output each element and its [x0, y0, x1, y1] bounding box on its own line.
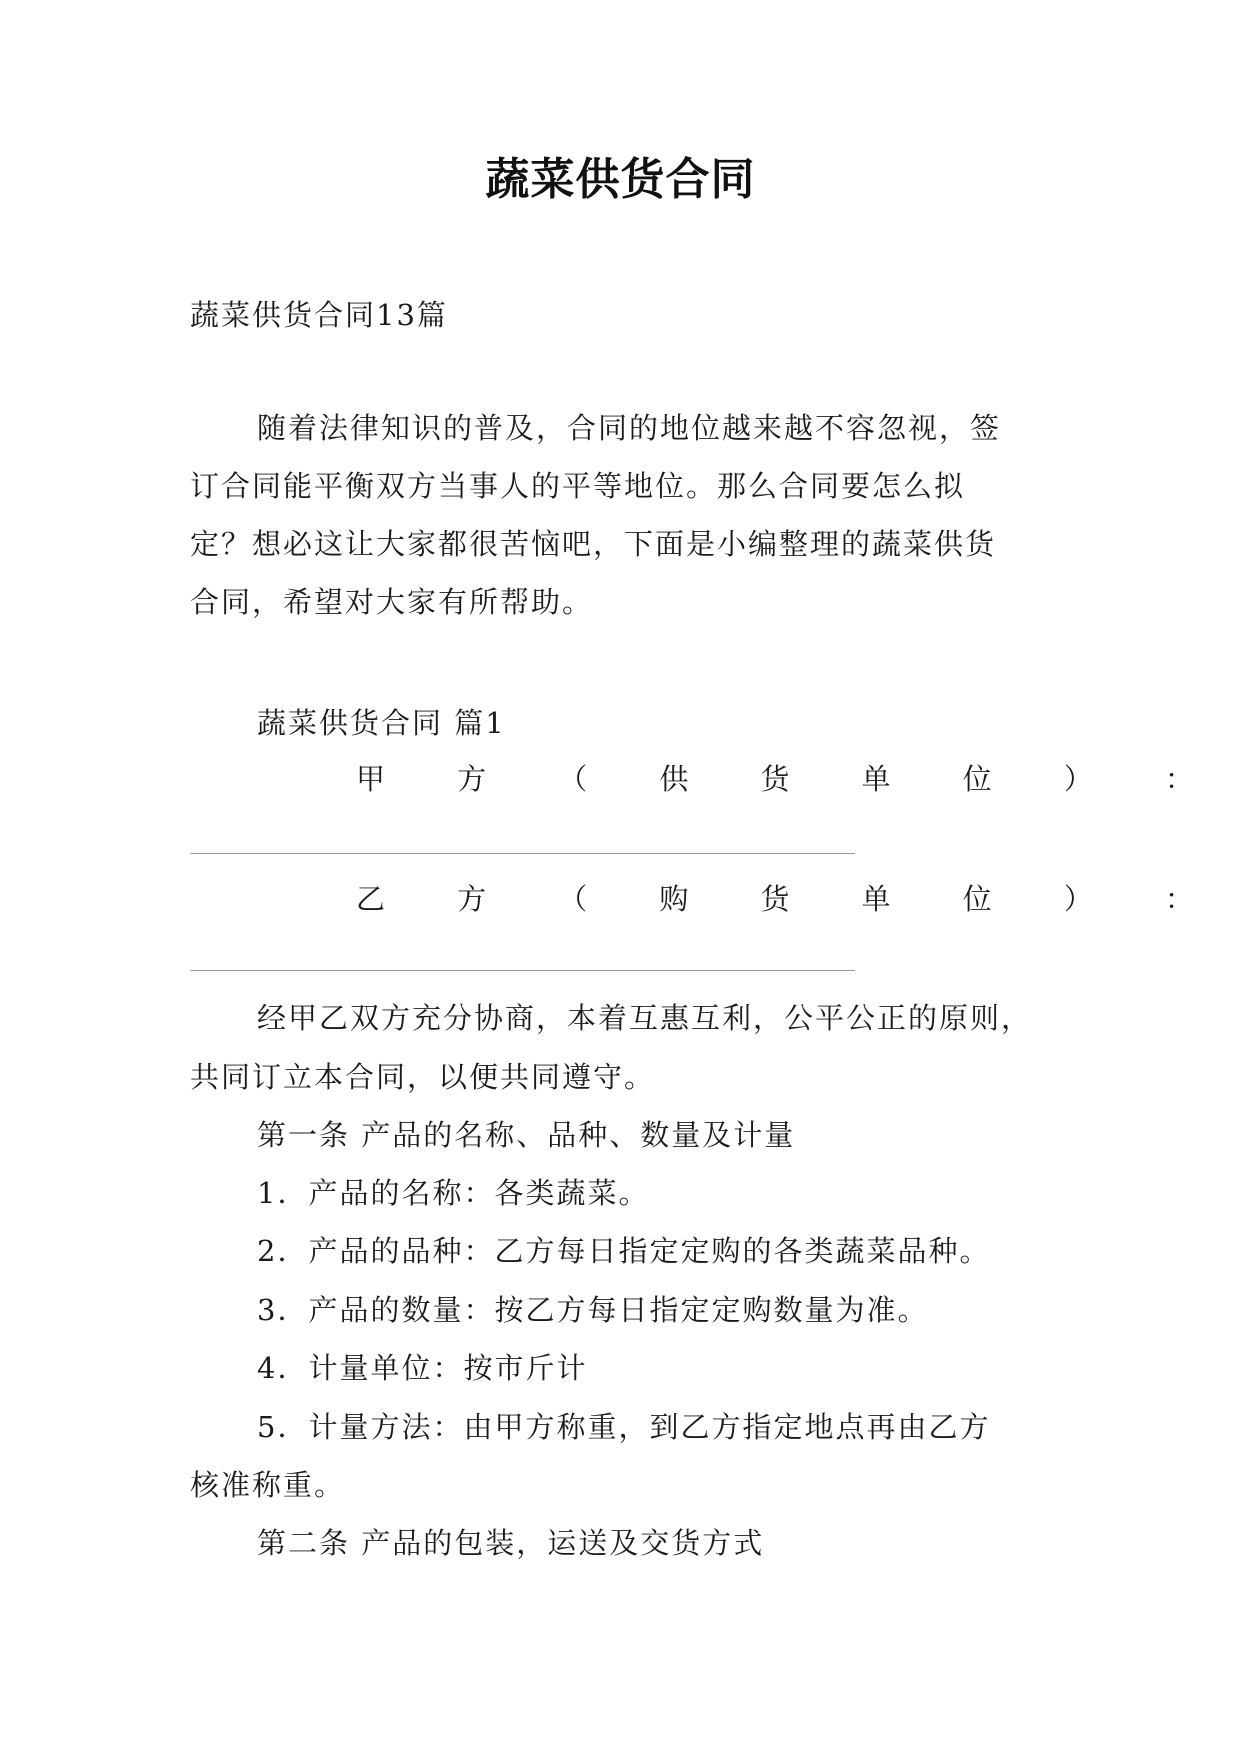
preamble-line: 经甲乙双方充分协商，本着互惠互利，公平公正的原则，: [257, 1001, 1033, 1035]
party-b-char: 位: [962, 882, 994, 916]
party-a-char: ）: [1063, 762, 1095, 796]
article-1-item-continuation: 核准称重。: [190, 1468, 346, 1502]
section-heading: 蔬菜供货合同 篇1: [257, 706, 506, 740]
party-b-char: ：: [1164, 882, 1196, 916]
intro-line: 订合同能平衡双方当事人的平等地位。那么合同要怎么拟: [190, 469, 966, 503]
party-a-char: （: [558, 762, 590, 796]
article-1-item: 5．计量方法：由甲方称重，到乙方指定地点再由乙方: [257, 1410, 991, 1444]
article-2-heading: 第二条 产品的包装，运送及交货方式: [257, 1526, 765, 1560]
intro-line: 随着法律知识的普及，合同的地位越来越不容忽视，签: [257, 411, 1002, 445]
party-b-char: （: [558, 882, 590, 916]
document-title: 蔬菜供货合同: [485, 154, 756, 205]
party-a-char: 单: [861, 762, 893, 796]
party-b-char: 购: [659, 882, 691, 916]
party-a-char: 货: [760, 762, 792, 796]
document-subtitle: 蔬菜供货合同13篇: [190, 298, 448, 332]
party-a-label: [356, 759, 1196, 799]
party-b-label: [356, 879, 1196, 919]
party-b-char: 货: [760, 882, 792, 916]
preamble-line: 共同订立本合同，以便共同遵守。: [190, 1060, 656, 1094]
article-1-item: 2．产品的品种：乙方每日指定定购的各类蔬菜品种。: [257, 1234, 991, 1268]
party-b-char: 单: [861, 882, 893, 916]
party-a-char: ：: [1164, 762, 1196, 796]
article-1-item: 1．产品的名称：各类蔬菜。: [257, 1176, 650, 1210]
party-a-blank-line: [190, 853, 855, 854]
party-a-char: 甲: [356, 762, 388, 796]
party-b-char: 方: [457, 882, 489, 916]
party-a-char: 位: [962, 762, 994, 796]
article-1-item: 4．计量单位：按市斤计: [257, 1351, 588, 1385]
party-a-char: 供: [659, 762, 691, 796]
article-1-heading: 第一条 产品的名称、品种、数量及计量: [257, 1118, 796, 1152]
party-b-blank-line: [190, 970, 855, 971]
article-1-item: 3．产品的数量：按乙方每日指定定购数量为准。: [257, 1293, 929, 1327]
intro-line: 定？想必这让大家都很苦恼吧，下面是小编整理的蔬菜供货: [190, 527, 997, 561]
party-b-char: 乙: [356, 882, 388, 916]
party-a-char: 方: [457, 762, 489, 796]
party-b-char: ）: [1063, 882, 1095, 916]
intro-line: 合同，希望对大家有所帮助。: [190, 585, 594, 619]
